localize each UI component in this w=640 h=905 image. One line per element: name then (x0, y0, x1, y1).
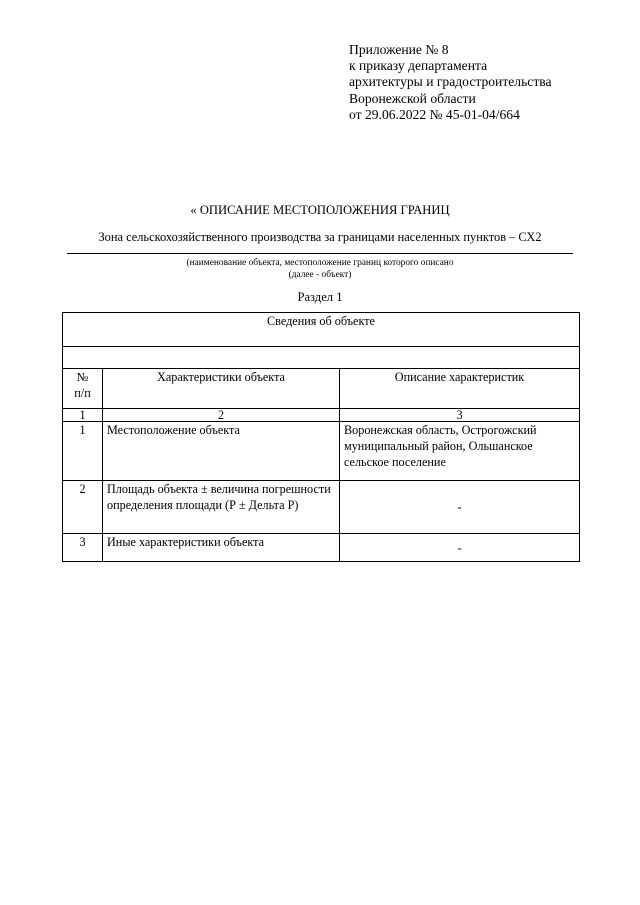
object-name: Зона сельскохозяйственного производства за границами населенных пунктов – СХ2 (98, 230, 542, 244)
document-title: « ОПИСАНИЕ МЕСТОПОЛОЖЕНИЯ ГРАНИЦ (190, 203, 450, 217)
row-value: - (340, 534, 580, 562)
col-header-characteristics: Характеристики объекта (103, 369, 340, 409)
col-number: 3 (340, 409, 580, 422)
appendix-block (349, 42, 552, 123)
object-info-table (62, 312, 580, 562)
row-number: 3 (63, 534, 103, 562)
appendix-line: от 29.06.2022 № 45-01-04/664 (349, 106, 520, 122)
col-header-num-line2: п/п (74, 386, 91, 400)
table-row (63, 481, 580, 534)
object-caption-line1: (наименование объекта, местоположение границ которого описано (186, 258, 454, 268)
object-caption-line2: (далее - объект) (288, 270, 352, 280)
table-row (63, 534, 580, 562)
row-characteristic: Иные характеристики объекта (103, 534, 340, 562)
appendix-line: к приказу департамента (349, 58, 488, 74)
col-header-num (63, 369, 103, 409)
row-number: 2 (63, 481, 103, 534)
underline-rule (67, 253, 573, 254)
row-characteristic: Площадь объекта ± величина погрешности определения площади (Р ± Дельта Р) (103, 481, 340, 534)
table-empty-row (63, 347, 580, 369)
row-value: - (340, 481, 580, 534)
col-header-description: Описание характеристик (340, 369, 580, 409)
row-characteristic: Местоположение объекта (103, 422, 340, 481)
section-title: Раздел 1 (297, 290, 343, 304)
col-number: 1 (63, 409, 103, 422)
col-number: 2 (103, 409, 340, 422)
appendix-line: архитектуры и градостроительства (349, 74, 552, 90)
appendix-line: Воронежской области (349, 90, 476, 106)
row-value: Воронежская область, Острогожский муниципальный район, Ольшанское сельское поселение (340, 422, 580, 481)
col-header-num-line1: № (76, 370, 89, 384)
table-row (63, 422, 580, 481)
appendix-line: Приложение № 8 (349, 42, 449, 57)
table-header: Сведения об объекте (63, 313, 580, 347)
row-number: 1 (63, 422, 103, 481)
